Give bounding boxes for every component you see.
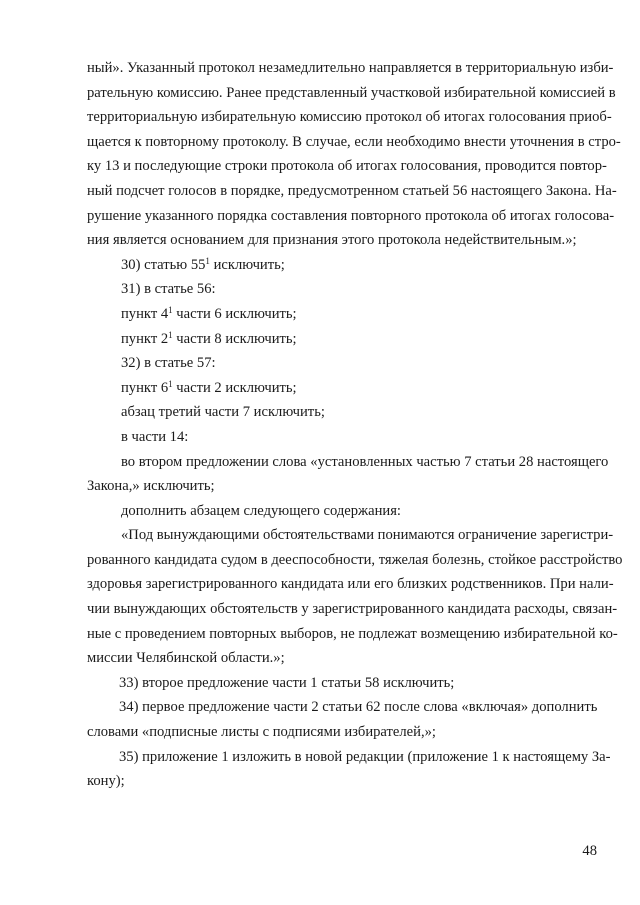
page-number: 48 xyxy=(582,843,597,859)
text-line: во втором предложении слова «установленных частью 7 статьи 28 настоящего xyxy=(121,453,609,470)
text-line: кону); xyxy=(87,773,125,790)
item-31-sub-1: пункт $4^1$ части 6 исключить; xyxy=(121,304,297,322)
text-line: территориальную избирательную комиссию протокол об итогах голосования приоб- xyxy=(87,109,612,126)
item-32-sub-1: пункт $6^1$ части 2 исключить; xyxy=(121,378,297,396)
quote-line: рованного кандидата судом в дееспособности, тяжелая болезнь, стойкое расстройство xyxy=(87,551,623,568)
item-33: 33) второе предложение части 1 статьи 58 исключить; xyxy=(119,674,455,691)
quote-line: миссии Челябинской области.»; xyxy=(87,650,285,667)
item-31-sub-2: пункт $2^1$ части 8 исключить; xyxy=(121,329,297,347)
text-line: дополнить абзацем следующего содержания: xyxy=(121,502,401,519)
text-line: Закона,» исключить; xyxy=(87,478,215,495)
superscript: 1 xyxy=(205,255,210,266)
text-line: словами «подписные листы с подписями избирателей,»; xyxy=(87,724,436,741)
text-line: ку 13 и последующие строки протокола об итогах голосования, проводится повтор- xyxy=(87,158,607,175)
superscript: 1 xyxy=(168,329,173,340)
superscript: 1 xyxy=(168,304,173,315)
quote-line: здоровья зарегистрированного кандидата или его близких родственников. При нали- xyxy=(87,576,614,593)
item-30: 30) статью $55^1$ исключить; xyxy=(121,255,285,273)
item-32: 32) в статье 57: xyxy=(121,355,216,372)
text-line: ный». Указанный протокол незамедлительно направляется в территориальную изби- xyxy=(87,60,614,76)
text-line: ния является основанием для признания этого протокола недействительным.»; xyxy=(87,232,577,249)
quote-line: «Под вынуждающими обстоятельствами понимаются ограничение зарегистри- xyxy=(121,527,614,544)
quote-line: чии вынуждающих обстоятельств у зарегистрированного кандидата расходы, связан- xyxy=(87,601,618,618)
item-31: 31) в статье 56: xyxy=(121,281,216,298)
text-line: рушение указанного порядка составления повторного протокола об итогах голосова- xyxy=(87,207,615,224)
item-34: 34) первое предложение части 2 статьи 62 после слова «включая» дополнить xyxy=(119,699,598,716)
text-line: щается к повторному протоколу. В случае, если необходимо внести уточнения в стро- xyxy=(87,133,621,150)
text-line: рательную комиссию. Ранее представленный участковой избирательной комиссией в xyxy=(87,84,616,101)
text-line: ный подсчет голосов в порядке, предусмотренном статьей 56 настоящего Закона. На- xyxy=(87,182,617,199)
document-body xyxy=(87,56,623,794)
item-35: 35) приложение 1 изложить в новой редакции (приложение 1 к настоящему За- xyxy=(119,748,611,765)
quote-line: ные с проведением повторных выборов, не подлежат возмещению избирательной ко- xyxy=(87,625,618,642)
item-32-sub-3: в части 14: xyxy=(121,428,189,445)
superscript: 1 xyxy=(168,378,173,389)
item-32-sub-2: абзац третий части 7 исключить; xyxy=(121,404,325,421)
